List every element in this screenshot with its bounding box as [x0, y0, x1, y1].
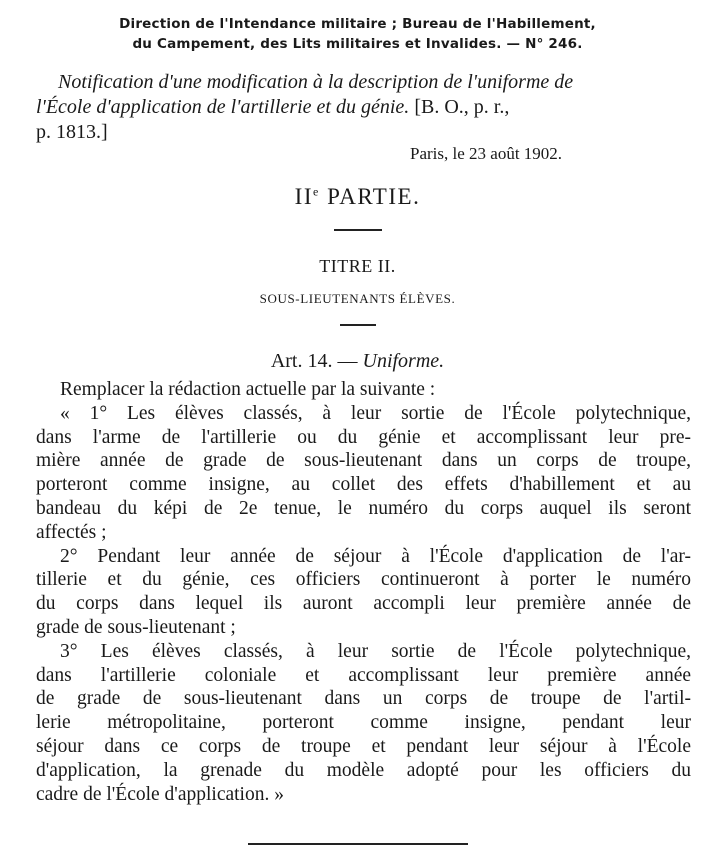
- closing-rule: [248, 843, 468, 845]
- text-line: dans l'arme de l'artillerie ou du génie et accomplissant leur pre-: [36, 426, 691, 448]
- notification-line-2: l'École d'application de l'artillerie et du génie. [B. O., p. r.,: [36, 96, 510, 118]
- text-line: cadre de l'École d'application. »: [36, 783, 284, 805]
- intro-line: Remplacer la rédaction actuelle par la suivante :: [60, 379, 436, 400]
- document-header: [20, 14, 695, 54]
- divider-rule: [340, 324, 376, 326]
- paragraph-2: [36, 545, 691, 640]
- text-line: grade de sous-lieutenant ;: [36, 616, 236, 638]
- text-line: de grade de sous-lieutenant dans un corps de troupe de l'artil-: [36, 688, 691, 710]
- text-line: séjour dans ce corps de troupe et pendant leur séjour à l'École: [36, 735, 691, 757]
- notification-title: [36, 70, 696, 145]
- text-line: affectés ;: [36, 521, 107, 543]
- text-line: porteront comme insigne, au collet des effets d'habillement et au: [36, 474, 691, 496]
- paragraph-1: [36, 402, 691, 545]
- article-body: [36, 378, 691, 806]
- text-line: lerie métropolitaine, porteront comme insigne, pendant leur: [36, 712, 691, 734]
- header-line-2: du Campement, des Lits militaires et Invalides. — N° 246.: [132, 36, 583, 52]
- text-line: 3° Les élèves classés, à leur sortie de l'École polytechnique,: [60, 640, 691, 662]
- notification-line-3: p. 1813.]: [36, 121, 108, 143]
- text-line: « 1° Les élèves classés, à leur sortie de l'École polytechnique,: [60, 402, 691, 424]
- text-line: dans l'artillerie coloniale et accomplissant leur première année: [36, 664, 691, 686]
- titre-heading: TITRE II.: [319, 256, 396, 276]
- text-line: d'application, la grenade du modèle adopté pour les officiers du: [36, 759, 691, 781]
- partie-heading: IIe PARTIE.: [294, 184, 421, 209]
- text-line: 2° Pendant leur année de séjour à l'École d'application de l'ar-: [60, 545, 691, 567]
- text-line: mière année de grade de sous-lieutenant dans un corps de troupe,: [36, 450, 691, 472]
- article-heading: Art. 14. — Uniforme.: [270, 350, 445, 372]
- bulletin-reference: [B. O., p. r.,: [414, 96, 510, 118]
- divider-rule: [334, 229, 382, 231]
- notification-line-1: Notification d'une modification à la description de l'uniforme de: [58, 71, 574, 93]
- paragraph-3: [36, 640, 691, 807]
- text-line: du corps dans lequel ils auront accompli leur première année de: [36, 593, 691, 615]
- header-line-1: Direction de l'Intendance militaire ; Bureau de l'Habillement,: [119, 16, 596, 32]
- sous-titre-heading: SOUS-LIEUTENANTS ÉLÈVES.: [259, 291, 456, 306]
- text-line: tillerie et du génie, ces officiers continueront à porter le numéro: [36, 569, 691, 591]
- dateline: Paris, le 23 août 1902.: [410, 144, 563, 163]
- text-line: bandeau du képi de 2e tenue, le numéro du corps auquel ils seront: [36, 497, 691, 519]
